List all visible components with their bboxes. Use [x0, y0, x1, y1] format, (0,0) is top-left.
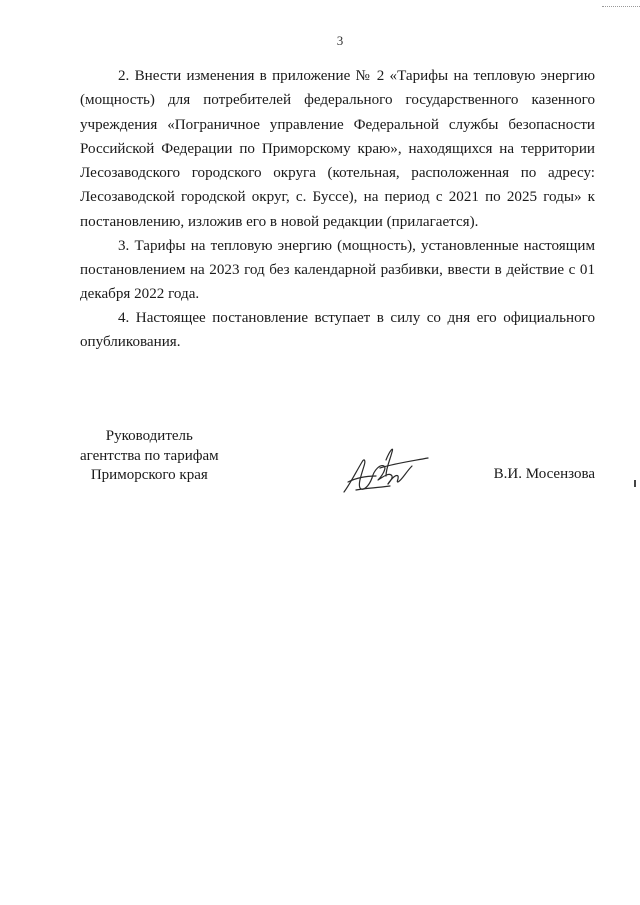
paragraph-3: 3. Тарифы на тепловую энергию (мощность), установленные настоящим постановлением на 2023 год без календарной разбивки, ввести в действие с 01 декабря 2022 года. [80, 238, 595, 303]
signatory-position [80, 427, 219, 486]
signatory-position-line-1: Руководитель [105, 428, 193, 444]
handwritten-signature [336, 442, 436, 498]
signatory-position-line-2: агентства по тарифам [80, 447, 219, 464]
document-body [80, 64, 595, 355]
scan-corner-mark [602, 0, 640, 7]
paragraph-4: 4. Настоящее постановление вступает в силу со дня его официального опубликования. [80, 310, 595, 351]
signatory-position-line-3: Приморского края [90, 467, 208, 483]
signer-name: В.И. Мосензова [493, 466, 595, 482]
page-number: 3 [336, 33, 344, 48]
scan-edge-mark [634, 480, 636, 487]
paragraph-2: 2. Внести изменения в приложение № 2 «Тарифы на тепловую энергию (мощность) для потребителей федерального государственного казенного учреждения «Пограничное управление Федеральной службы безопасности Российской Федерации по Приморскому краю», находящихся на территории Лесозаводского городского округа (котельная, расположенная по адресу: Лесозаводской городской округ, с. Буссе), на период с 2021 по 2025 годы» к постановлению, изложив его в новой редакции (прилагается). [80, 68, 595, 230]
